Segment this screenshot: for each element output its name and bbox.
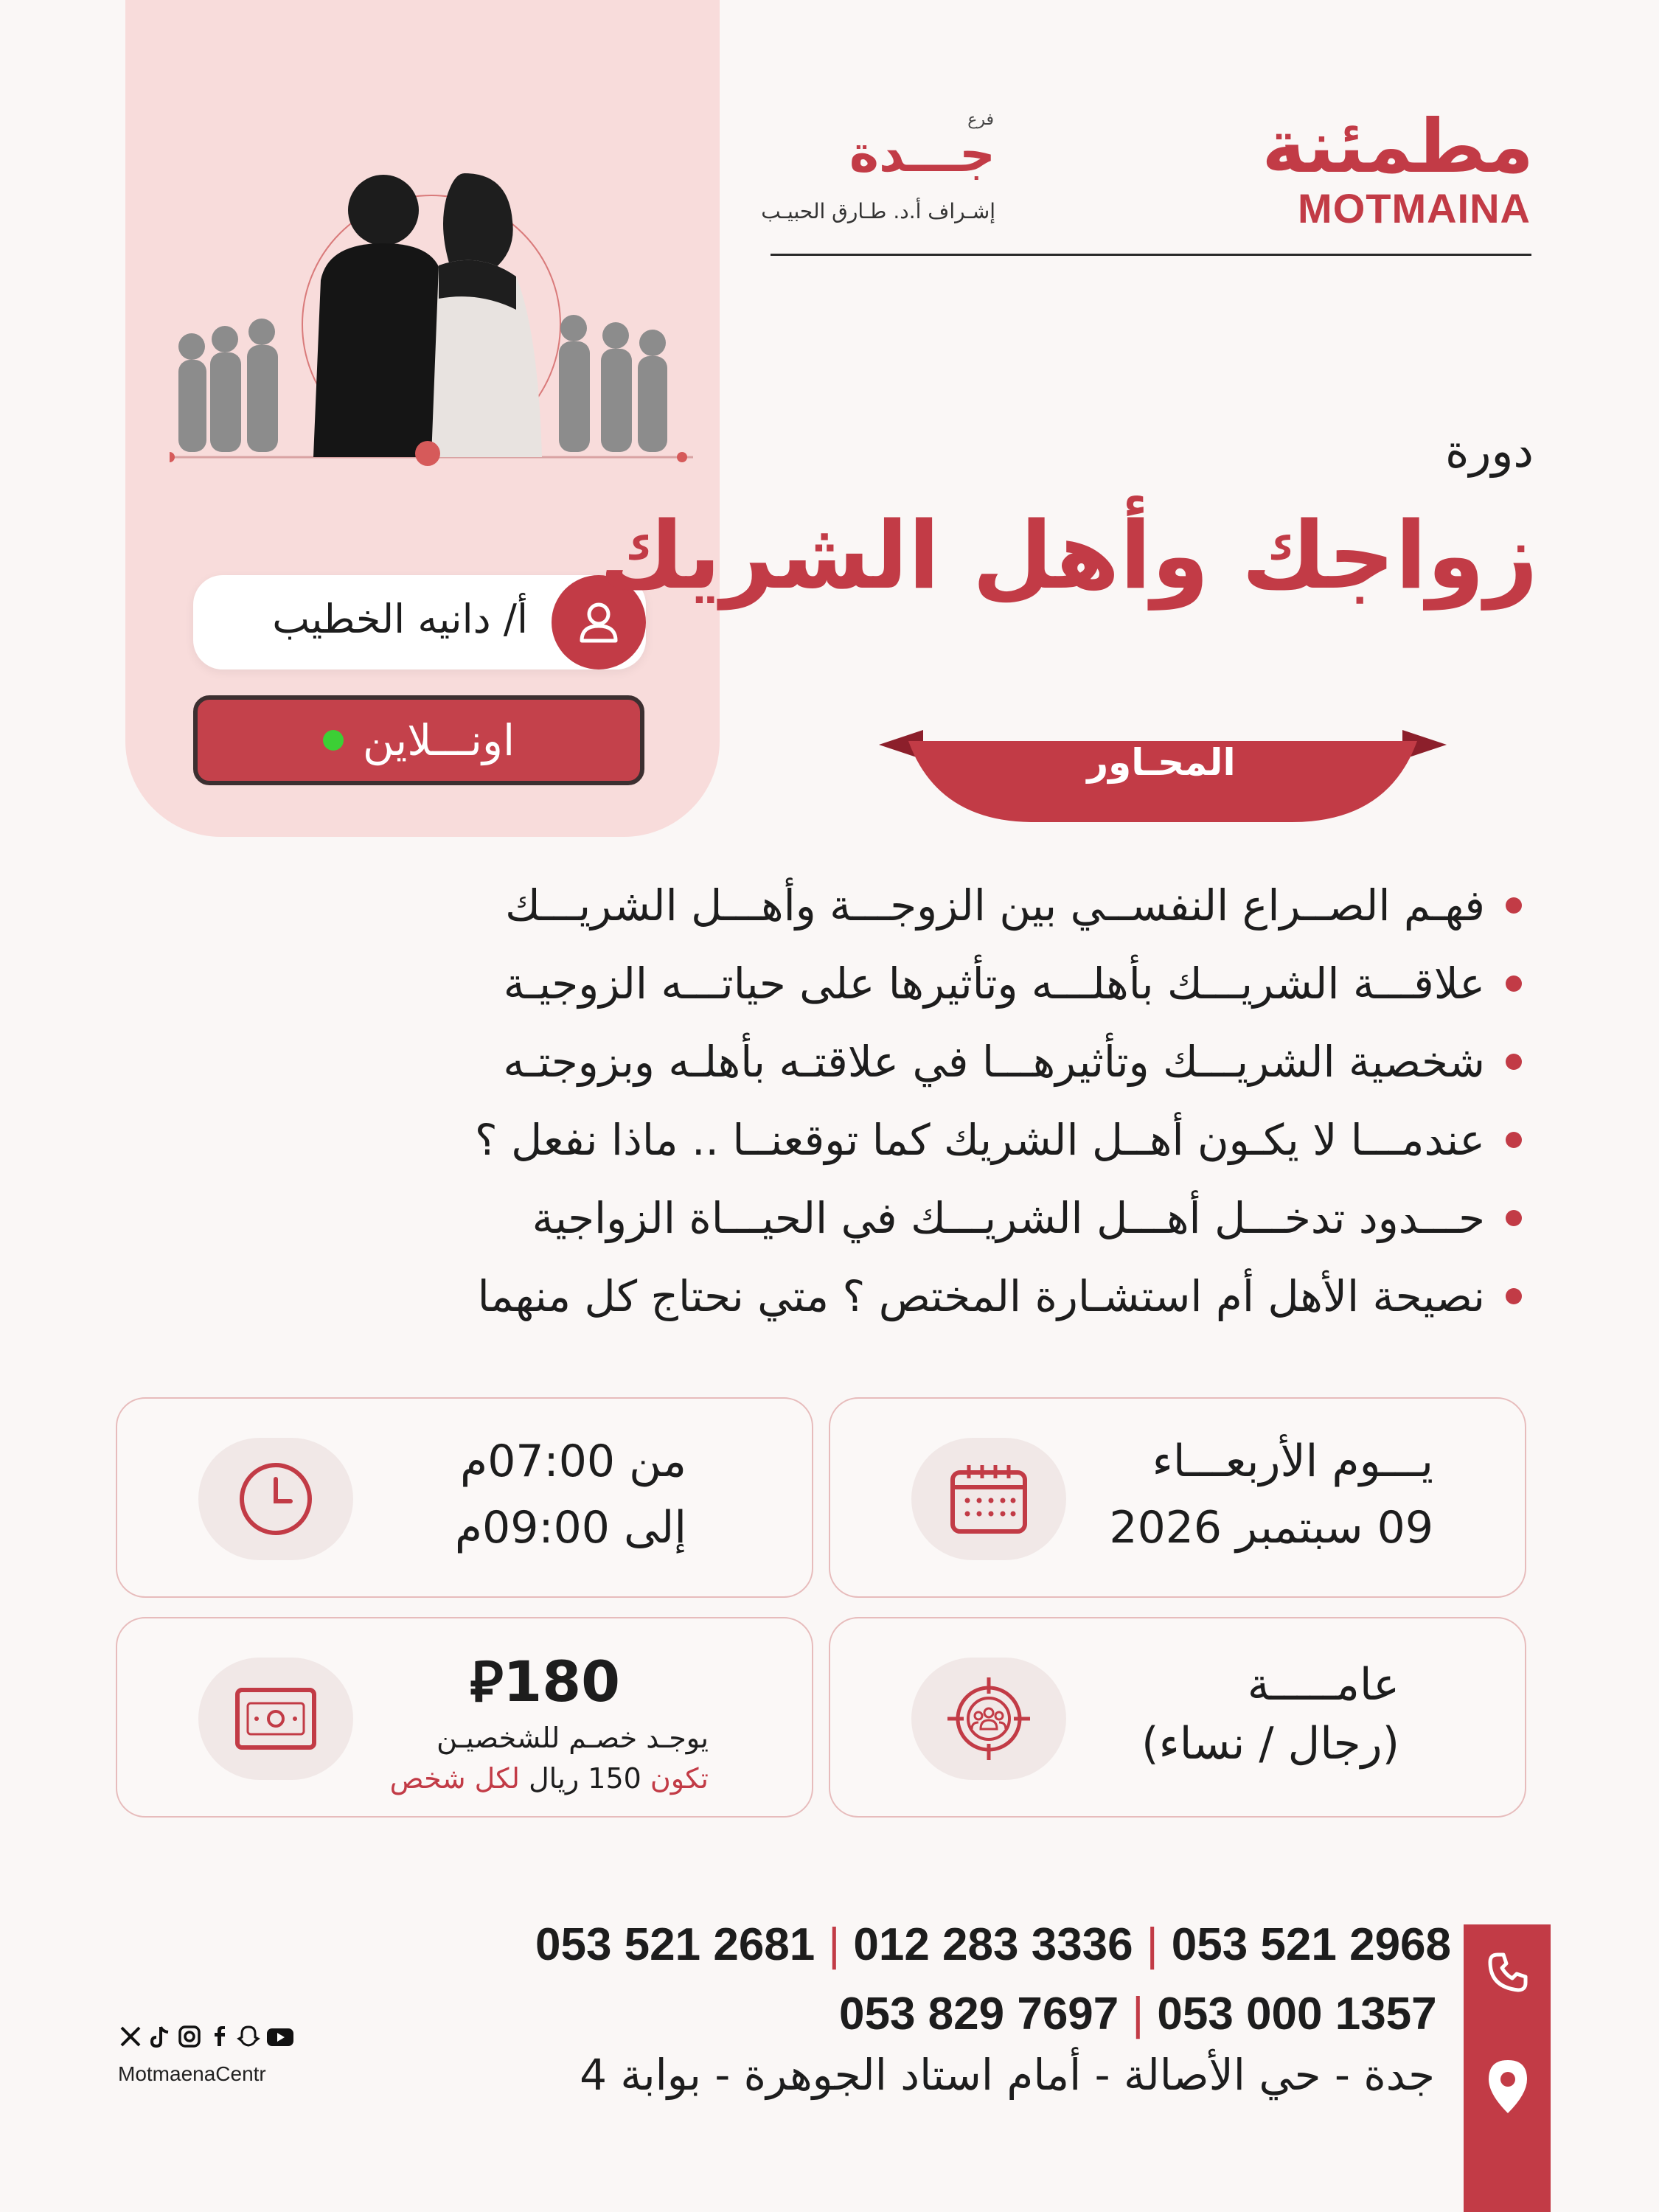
time-icon-wrap <box>198 1438 353 1560</box>
price-card <box>116 1617 813 1818</box>
phone-number[interactable]: 053 521 2681 <box>535 1919 815 1970</box>
instructor-name: أ/ دانيه الخطيب <box>272 596 528 642</box>
phone-number[interactable]: 053 829 7697 <box>839 1989 1119 2039</box>
phone-number[interactable]: 053 521 2968 <box>1171 1919 1452 1970</box>
topic-text: فهـم الصــراع النفســي بين الزوجـــة وأهـــل الشريـــك <box>505 880 1485 931</box>
event-date: 09 سبتمبر 2026 <box>1109 1502 1433 1554</box>
target-audience-icon <box>945 1674 1033 1763</box>
online-label: اونـــلاين <box>362 715 515 765</box>
phone-number[interactable]: 053 000 1357 <box>1157 1989 1437 2039</box>
topics-heading: المحـاور <box>1087 741 1236 784</box>
bullet-dot <box>1506 1288 1522 1304</box>
brand-name-english: MOTMAINA <box>1298 185 1531 232</box>
time-to: إلى 09:00م <box>454 1502 686 1554</box>
clock-icon <box>235 1458 316 1540</box>
topic-item <box>342 1179 1522 1257</box>
topic-text: حـــدود تدخـــل أهـــل الشريـــك في الحيـــاة الزواجية <box>532 1193 1485 1243</box>
audience-card <box>829 1617 1526 1818</box>
money-icon <box>233 1686 319 1752</box>
topic-item <box>342 1257 1522 1335</box>
topic-text: علاقـــة الشريـــك بأهلـــه وتأثيرها على حياتـــه الزوجيـة <box>503 959 1485 1009</box>
location-pin-icon <box>1486 2057 1530 2116</box>
audience-icon-wrap <box>911 1658 1066 1780</box>
tiktok-icon[interactable] <box>147 2024 173 2049</box>
calendar-icon <box>948 1462 1029 1536</box>
bullet-dot <box>1506 1210 1522 1226</box>
course-title: زواجك وأهل الشريك <box>599 501 1538 610</box>
currency-symbol: ⃁ <box>470 1649 504 1714</box>
youtube-icon[interactable] <box>265 2024 295 2049</box>
time-from: من 07:00م <box>460 1436 686 1487</box>
topic-text: عندمـــا لا يكـون أهــل الشريك كما توقعنــا .. ماذا نفعل ؟ <box>474 1115 1485 1165</box>
brand-name-arabic: مطمئنة <box>1262 103 1534 189</box>
topic-item <box>342 1101 1522 1179</box>
topic-text: شخصية الشريـــك وتأثيرهـــا في علاقتـه بأهلـه وبزوجتـه <box>503 1037 1485 1087</box>
topic-text: نصيحة الأهل أم استشـارة المختص ؟ متي نحتاج كل منهما <box>477 1271 1485 1321</box>
separator: | <box>1132 1989 1144 2039</box>
topic-item <box>342 945 1522 1023</box>
bullet-dot <box>1506 1054 1522 1070</box>
online-badge <box>193 695 644 785</box>
header-divider <box>771 254 1531 256</box>
facebook-icon[interactable] <box>206 2024 232 2049</box>
course-label: دورة <box>1445 424 1534 478</box>
phone-number[interactable]: 012 283 3336 <box>853 1919 1133 1970</box>
price-amount <box>470 1644 620 1717</box>
instructor-card <box>193 575 646 669</box>
address: جدة - حي الأصالة - أمام استاد الجوهرة - بوابة 4 <box>580 2050 1435 2100</box>
instagram-icon[interactable] <box>177 2024 202 2049</box>
social-handle[interactable]: MotmaenaCentr <box>118 2062 266 2085</box>
offer-prefix: تكون <box>650 1762 709 1795</box>
audience-gender: (رجال / نساء) <box>1141 1718 1399 1770</box>
branch-name: جـــدة <box>849 125 995 184</box>
separator: | <box>828 1919 841 1970</box>
contact-bar <box>1464 1924 1551 2212</box>
date-icon-wrap <box>911 1438 1066 1560</box>
event-day: يـــوم الأربعـــاء <box>1152 1436 1433 1487</box>
discount-offer <box>390 1762 709 1795</box>
separator: | <box>1146 1919 1158 1970</box>
date-card <box>829 1397 1526 1598</box>
branch-prefix: فرع <box>967 111 994 129</box>
snapchat-icon[interactable] <box>236 2024 261 2049</box>
topics-list <box>342 866 1522 1335</box>
bullet-dot <box>1506 975 1522 992</box>
audience-type: عامـــــة <box>1247 1659 1399 1711</box>
phone-icon <box>1486 1950 1530 1994</box>
social-icons <box>118 2024 295 2049</box>
price-value: 180 <box>503 1649 620 1714</box>
topic-item <box>342 1023 1522 1101</box>
offer-amount: 150 ريال <box>529 1762 641 1795</box>
topic-item <box>342 866 1522 945</box>
bullet-dot <box>1506 1132 1522 1148</box>
bullet-dot <box>1506 897 1522 914</box>
phones-row-2 <box>839 1988 1437 2040</box>
supervision-text: إشـراف أ.د. طـارق الحبيـب <box>761 199 995 223</box>
discount-line: يوجـد خصـم للشخصيـن <box>437 1722 709 1754</box>
x-icon[interactable] <box>118 2024 143 2049</box>
online-status-dot <box>323 730 344 751</box>
price-icon-wrap <box>198 1658 353 1780</box>
time-card <box>116 1397 813 1598</box>
couple-illustration <box>170 140 693 487</box>
phones-row-1 <box>535 1919 1451 1971</box>
offer-suffix: لكل شخص <box>389 1762 520 1795</box>
